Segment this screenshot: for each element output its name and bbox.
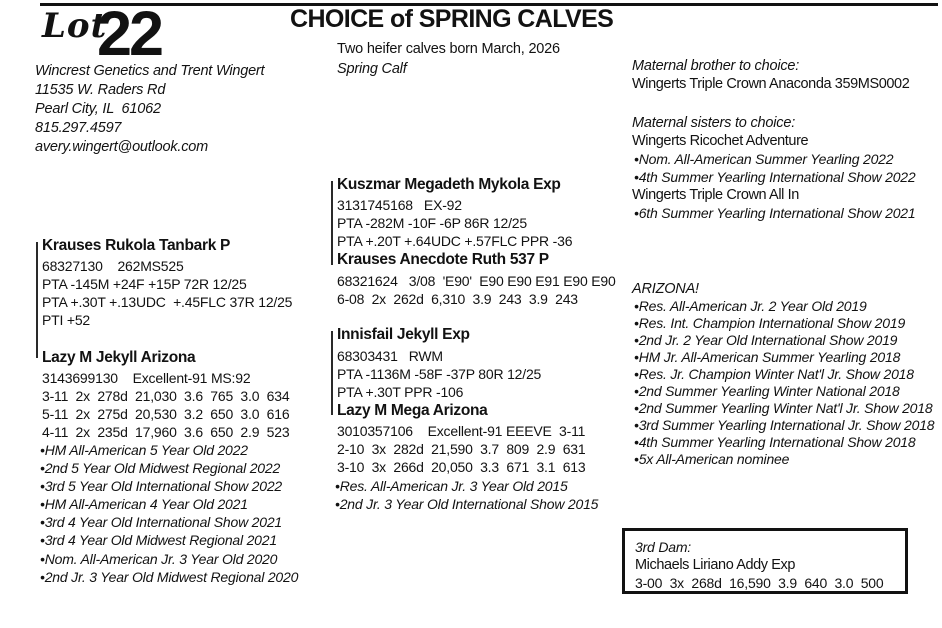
dam-awards-list bbox=[335, 477, 598, 513]
award-item: •Res. All-American Jr. 2 Year Old 2019 bbox=[634, 298, 867, 314]
award-item: •Res. Jr. Champion Winter Nat'l Jr. Show 2018 bbox=[634, 366, 914, 382]
pedigree-dam-name: Lazy M Jekyll Arizona bbox=[42, 349, 196, 366]
award-item: •3rd 5 Year Old International Show 2022 bbox=[40, 478, 283, 495]
pedigree-data-line: 68303431 RWM bbox=[337, 348, 443, 364]
award-item: •2nd Jr. 2 Year Old International Show 2019 bbox=[634, 332, 898, 348]
third-dam-box bbox=[622, 528, 908, 594]
lot-number: 22 bbox=[97, 0, 162, 69]
maternal-sisters-label: Maternal sisters to choice: bbox=[632, 115, 796, 131]
arizona-heading: ARIZONA! bbox=[632, 281, 699, 297]
pedigree-data-line: PTI +52 bbox=[42, 312, 91, 328]
third-dam-record: 3-00 3x 268d 16,590 3.9 640 3.0 500 bbox=[635, 575, 884, 591]
lot-label: Lot bbox=[42, 6, 108, 46]
maternal-sister-name: Wingerts Ricochet Adventure bbox=[632, 133, 809, 149]
pedigree-dam-name: Krauses Anecdote Ruth 537 P bbox=[337, 251, 549, 268]
pedigree-data-line: 2-10 3x 282d 21,590 3.7 809 2.9 631 bbox=[337, 441, 586, 457]
award-item: •Nom. All-American Jr. 3 Year Old 2020 bbox=[40, 550, 278, 567]
award-item: •2nd Jr. 3 Year Old International Show 2015 bbox=[335, 496, 599, 513]
award-item: •2nd Jr. 3 Year Old Midwest Regional 2020 bbox=[40, 568, 299, 585]
award-item: •3rd 4 Year Old International Show 2021 bbox=[40, 514, 283, 531]
award-item: •Nom. All-American Summer Yearling 2022 bbox=[634, 151, 894, 167]
born-line: Two heifer calves born March, 2026 bbox=[337, 41, 560, 57]
award-item: •4th Summer Yearling International Show 2018 bbox=[634, 434, 916, 450]
award-item: •Res. Int. Champion International Show 2019 bbox=[634, 315, 906, 331]
pedigree-data-line: 68327130 262MS525 bbox=[42, 258, 184, 274]
pedigree-data-line: PTA +.20T +.64UDC +.57FLC PPR -36 bbox=[337, 233, 573, 249]
pedigree-data-line: PTA +.30T PPR -106 bbox=[337, 384, 464, 400]
pedigree-data-line: 68321624 3/08 'E90' E90 E90 E91 E90 E90 bbox=[337, 273, 616, 289]
third-dam-name: Michaels Liriano Addy Exp bbox=[635, 557, 796, 573]
award-item: •6th Summer Yearling International Show 2021 bbox=[634, 205, 916, 221]
third-dam-label: 3rd Dam: bbox=[635, 539, 691, 555]
award-item: •3rd Summer Yearling International Jr. Show 2018 bbox=[634, 417, 935, 433]
sister-awards-list bbox=[634, 150, 915, 186]
award-item: •2nd 5 Year Old Midwest Regional 2022 bbox=[40, 460, 281, 477]
maternal-brother-name: Wingerts Triple Crown Anaconda 359MS0002 bbox=[632, 76, 910, 92]
consignor-block bbox=[35, 62, 264, 157]
pedigree-dam-data bbox=[337, 272, 616, 308]
pedigree-sire-name: Krauses Rukola Tanbark P bbox=[42, 237, 231, 254]
pedigree-sire-data bbox=[337, 347, 541, 401]
pedigree-sire-data bbox=[337, 196, 572, 250]
pedigree-data-line: 4-11 2x 235d 17,960 3.6 650 2.9 523 bbox=[42, 424, 290, 440]
season-line: Spring Calf bbox=[337, 61, 407, 77]
consignor-address2: Pearl City, IL 61062 bbox=[35, 101, 161, 117]
pedigree-data-line: PTA +.30T +.13UDC +.45FLC 37R 12/25 bbox=[42, 294, 293, 310]
award-item: •HM All-American 4 Year Old 2021 bbox=[40, 496, 248, 513]
pedigree-bracket-line bbox=[331, 181, 333, 265]
maternal-brother-label: Maternal brother to choice: bbox=[632, 58, 800, 74]
pedigree-data-line: PTA -282M -10F -6P 86R 12/25 bbox=[337, 215, 527, 231]
award-item: •5x All-American nominee bbox=[634, 451, 790, 467]
pedigree-data-line: PTA -145M +24F +15P 72R 12/25 bbox=[42, 276, 247, 292]
consignor-address1: 11535 W. Raders Rd bbox=[35, 82, 166, 98]
page-title: CHOICE of SPRING CALVES bbox=[290, 5, 614, 33]
pedigree-data-line: 3143699130 Excellent-91 MS:92 bbox=[42, 370, 251, 386]
pedigree-bracket-line bbox=[36, 242, 38, 358]
pedigree-data-line: 6-08 2x 262d 6,310 3.9 243 3.9 243 bbox=[337, 291, 578, 307]
award-item: •3rd 4 Year Old Midwest Regional 2021 bbox=[40, 532, 277, 549]
award-item: •Res. All-American Jr. 3 Year Old 2015 bbox=[335, 478, 568, 494]
pedigree-dam-data bbox=[42, 369, 289, 441]
consignor-phone: 815.297.4597 bbox=[35, 120, 122, 136]
sister-awards-list bbox=[634, 204, 915, 222]
pedigree-dam-name: Lazy M Mega Arizona bbox=[337, 402, 488, 419]
award-item: •4th Summer Yearling International Show 2022 bbox=[634, 169, 916, 186]
pedigree-data-line: 3-10 3x 266d 20,050 3.3 671 3.1 613 bbox=[337, 459, 586, 475]
arizona-awards-list bbox=[634, 298, 934, 468]
pedigree-sire-data bbox=[42, 257, 292, 329]
award-item: •2nd Summer Yearling Winter National 2018 bbox=[634, 383, 900, 399]
pedigree-sire-name: Kuszmar Megadeth Mykola Exp bbox=[337, 176, 561, 193]
pedigree-data-line: PTA -1136M -58F -37P 80R 12/25 bbox=[337, 366, 542, 382]
pedigree-data-line: 3-11 2x 278d 21,030 3.6 765 3.0 634 bbox=[42, 388, 290, 404]
pedigree-dam-data bbox=[337, 422, 585, 476]
pedigree-data-line: 3010357106 Excellent-91 EEEVE 3-11 bbox=[337, 423, 586, 439]
dam-awards-list bbox=[40, 441, 298, 586]
award-item: •HM Jr. All-American Summer Yearling 2018 bbox=[634, 349, 901, 365]
maternal-sister-name: Wingerts Triple Crown All In bbox=[632, 187, 799, 203]
award-item: •HM All-American 5 Year Old 2022 bbox=[40, 442, 248, 458]
pedigree-data-line: 5-11 2x 275d 20,530 3.2 650 3.0 616 bbox=[42, 406, 290, 422]
award-item: •2nd Summer Yearling Winter Nat'l Jr. Show 2018 bbox=[634, 400, 933, 416]
pedigree-sire-name: Innisfail Jekyll Exp bbox=[337, 326, 470, 343]
pedigree-bracket-line bbox=[331, 331, 333, 415]
consignor-email: avery.wingert@outlook.com bbox=[35, 139, 209, 155]
pedigree-data-line: 3131745168 EX-92 bbox=[337, 197, 462, 213]
consignor-name: Wincrest Genetics and Trent Wingert bbox=[35, 63, 265, 79]
